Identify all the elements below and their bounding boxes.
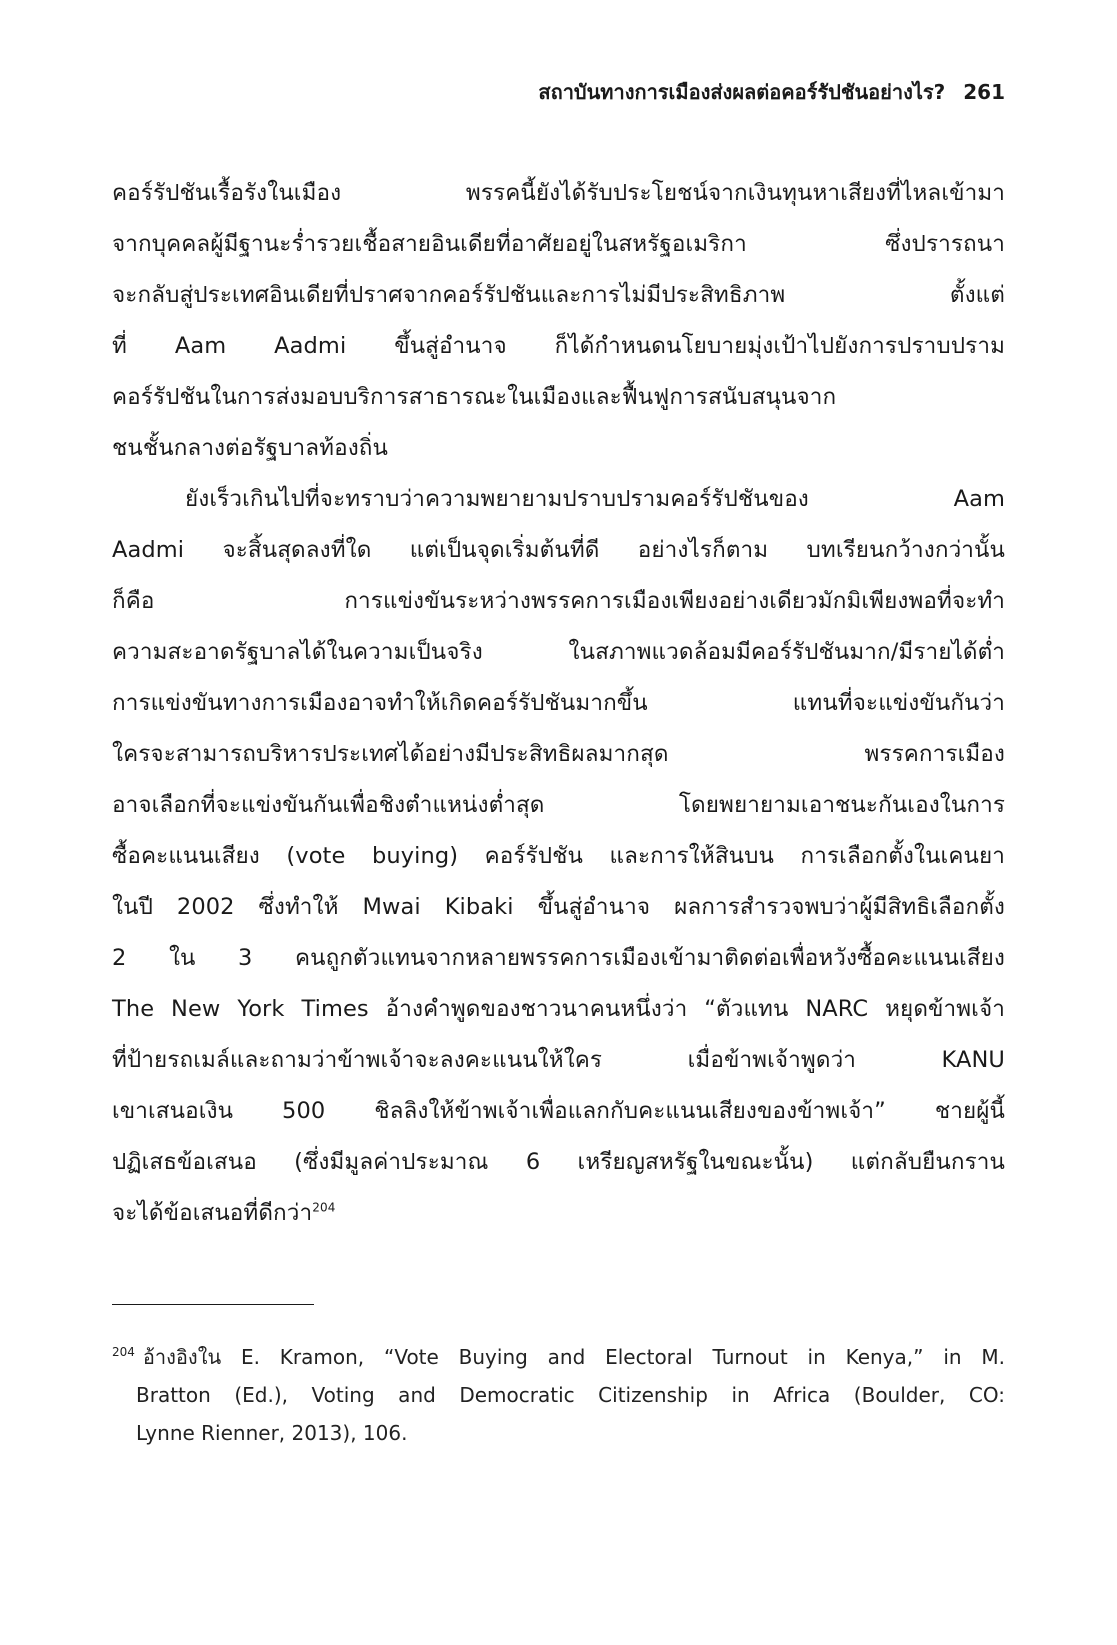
text-line: ชนชั้นกลางต่อรัฐบาลท้องถิ่น [112,435,388,461]
text-line: ที่ Aam Aadmi ขึ้นสู่อำนาจ ก็ได้กำหนดนโยบายมุ่งเป้าไปยังการปราบปราม [112,333,1005,359]
paragraph-first-line: ยังเร็วเกินไปที่จะทราบว่าความพยายามปราบปรามคอร์รัปชันของ Aam [185,486,1005,512]
text-line: ซื้อคะแนนเสียง (vote buying) คอร์รัปชัน และการให้สินบน การเลือกตั้งในเคนยา [112,843,1005,869]
running-header [112,78,1005,106]
text-line: เขาเสนอเงิน 500 ชิลลิงให้ข้าพเจ้าเพื่อแลกกับคะแนนเสียงของข้าพเจ้า” ชายผู้นี้ [112,1098,1005,1124]
text-line: จะได้ข้อเสนอที่ดีกว่า [112,1200,313,1226]
text-line: ใครจะสามารถบริหารประเทศได้อย่างมีประสิทธิผลมากสุด พรรคการเมือง [112,741,1005,767]
footnote-line [112,1338,1005,1376]
text-line-last [112,1188,1005,1239]
footnote-line: Bratton (Ed.), Voting and Democratic Citizenship in Africa (Boulder, CO: [136,1383,1005,1407]
page-number: 261 [963,80,1005,104]
text-line: คอร์รัปชันในการส่งมอบบริการสาธารณะในเมืองและฟื้นฟูการสนับสนุนจาก [112,384,837,410]
footnote-reference[interactable]: 204 [312,1200,336,1215]
text-line: The New York Times อ้างคำพูดของชาวนาคนหนึ่งว่า “ตัวแทน NARC หยุดข้าพเจ้า [112,996,1005,1022]
text-line: อาจเลือกที่จะแข่งขันกันเพื่อชิงตำแหน่งต่ำสุด โดยพยายามเอาชนะกันเองในการ [112,792,1005,818]
text-line: ในปี 2002 ซึ่งทำให้ Mwai Kibaki ขึ้นสู่อำนาจ ผลการสำรวจพบว่าผู้มีสิทธิเลือกตั้ง [112,894,1005,920]
footnote [112,1338,1005,1452]
text-line: ที่ป้ายรถเมล์และถามว่าข้าพเจ้าจะลงคะแนนให้ใคร เมื่อข้าพเจ้าพูดว่า KANU [112,1047,1005,1073]
footnote-number: 204 [112,1345,135,1360]
footnote-text: อ้างอิงใน E. Kramon, “Vote Buying and Electoral Turnout in Kenya,” in M. [142,1345,1005,1369]
text-line: คอร์รัปชันเรื้อรังในเมือง พรรคนี้ยังได้รับประโยชน์จากเงินทุนหาเสียงที่ไหลเข้ามา [112,180,1005,206]
text-line: จากบุคคลผู้มีฐานะร่ำรวยเชื้อสายอินเดียที่อาศัยอยู่ในสหรัฐอเมริกา ซึ่งปรารถนา [112,231,1005,257]
footnote-line: Lynne Rienner, 2013), 106. [136,1421,408,1445]
text-line: ความสะอาดรัฐบาลได้ในความเป็นจริง ในสภาพแวดล้อมมีคอร์รัปชันมาก/มีรายได้ต่ำ [112,639,1005,665]
text-line: ก็คือ การแข่งขันระหว่างพรรคการเมืองเพียงอย่างเดียวมักมิเพียงพอที่จะทำ [112,588,1005,614]
footnote-divider [112,1304,314,1305]
text-line: การแข่งขันทางการเมืองอาจทำให้เกิดคอร์รัปชันมากขึ้น แทนที่จะแข่งขันกันว่า [112,690,1005,716]
text-line: จะกลับสู่ประเทศอินเดียที่ปราศจากคอร์รัปชันและการไม่มีประสิทธิภาพ ตั้งแต่ [112,282,1005,308]
text-line: 2 ใน 3 คนถูกตัวแทนจากหลายพรรคการเมืองเข้ามาติดต่อเพื่อหวังซื้อคะแนนเสียง [112,945,1005,971]
text-line: Aadmi จะสิ้นสุดลงที่ใด แต่เป็นจุดเริ่มต้นที่ดี อย่างไรก็ตาม บทเรียนกว้างกว่านั้น [112,537,1005,563]
body-text [112,168,1005,1239]
text-line: ปฏิเสธข้อเสนอ (ซึ่งมีมูลค่าประมาณ 6 เหรียญสหรัฐในขณะนั้น) แต่กลับยืนกราน [112,1149,1005,1175]
chapter-title: สถาบันทางการเมืองส่งผลต่อคอร์รัปชันอย่างไร? [538,80,946,104]
